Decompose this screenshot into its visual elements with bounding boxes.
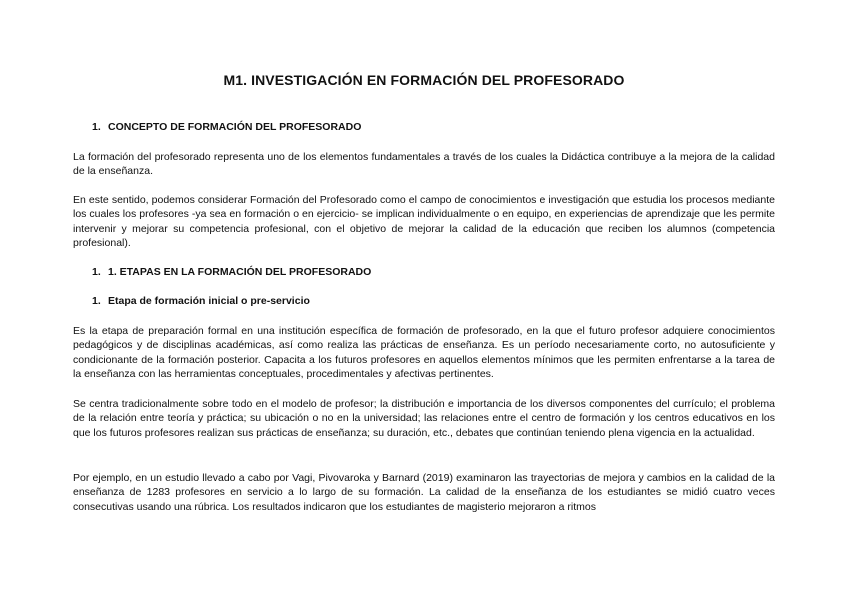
- paragraph-5: Por ejemplo, en un estudio llevado a cabo por Vagi, Pivovaroka y Barnard (2019) examinaron las trayectorias de mejora y cambios en la calidad de la enseñanza de 1283 profesores en servicio a lo largo de su formación. La calidad de la enseñanza de los estudiantes se midió cuatro veces consecutivas usando una rúbrica. Los resultados indicaron que los estudiantes de magisterio mejoraron a ritmos: [73, 472, 775, 513]
- subsection-number: 1.: [92, 295, 101, 307]
- section-heading-etapas: [92, 266, 371, 278]
- paragraph-1: La formación del profesorado representa uno de los elementos fundamentales a través de los cuales la Didáctica contribuye a la mejora de la calidad de la enseñanza.: [73, 151, 775, 178]
- section-number: 1.: [92, 266, 101, 278]
- section-heading-concepto: [92, 121, 361, 133]
- paragraph-3: Es la etapa de preparación formal en una institución específica de formación de profesorado, en la que el futuro profesor adquiere conocimientos pedagógicos y de disciplinas académicas, así como realiza las prácticas de enseñanza. Es un período necesariamente corto, no autosuficiente y condicionante de la formación posterior. Capacita a los futuros profesores en aquellos elementos mínimos que les permiten enfrentarse a la tarea de la enseñanza con las herramientas conceptuales, procedimentales y afectivas pertinentes.: [73, 325, 775, 380]
- paragraph-4: Se centra tradicionalmente sobre todo en el modelo de profesor; la distribución e importancia de los diversos componentes del currículo; el problema de la relación entre teoría y práctica; su ubicación o no en la universidad; las relaciones entre el centro de formación y los centros educativos en los que los futuros profesores realizan sus prácticas de enseñanza; su duración, etc., debates que continúan teniendo plena vigencia en la actualidad.: [73, 398, 775, 439]
- section-heading-text: CONCEPTO DE FORMACIÓN DEL PROFESORADO: [108, 121, 362, 133]
- section-number: 1.: [92, 121, 101, 133]
- document-title: M1. INVESTIGACIÓN EN FORMACIÓN DEL PROFESORADO: [223, 72, 625, 88]
- paragraph-2: En este sentido, podemos considerar Formación del Profesorado como el campo de conocimientos e investigación que estudia los procesos mediante los cuales los profesores -ya sea en formación o en ejercicio- se implican individualmente o en equipo, en experiencias de aprendizaje que les permite intervenir y mejorar su competencia profesional, con el objetivo de mejorar la calidad de la educación que reciben los alumnos (competencia profesional).: [73, 194, 775, 249]
- subsection-heading-text: Etapa de formación inicial o pre-servicio: [108, 295, 310, 307]
- subsection-heading-inicial: [92, 295, 310, 307]
- section-heading-text: 1. ETAPAS EN LA FORMACIÓN DEL PROFESORADO: [108, 266, 372, 278]
